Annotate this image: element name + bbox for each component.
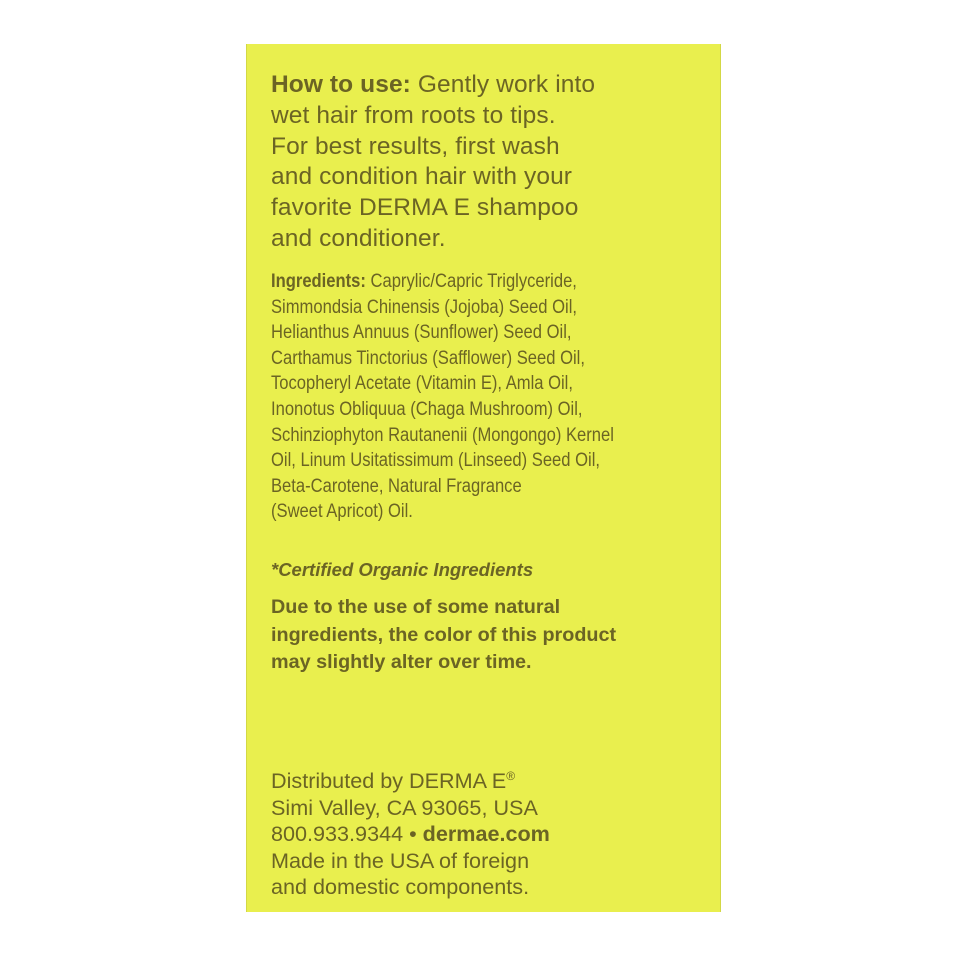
distributor-name: Distributed by DERMA E	[271, 768, 507, 793]
ingredients-line: Carthamus Tinctorius (Safflower) Seed Oil,	[271, 347, 585, 369]
phone-number: 800.933.9344 •	[271, 821, 423, 846]
ingredients-line: Oil, Linum Usitatissimum (Linseed) Seed Oil,	[271, 450, 600, 472]
distributor-info	[271, 763, 711, 901]
distributor-address: Simi Valley, CA 93065, USA	[271, 794, 538, 820]
ingredients-line: Helianthus Annuus (Sunflower) Seed Oil,	[271, 322, 572, 344]
how-to-text: Gently work into	[410, 71, 596, 98]
registered-mark: ®	[506, 769, 516, 783]
how-to-line	[271, 70, 711, 101]
origin-line: Made in the USA of foreign	[271, 847, 530, 873]
ingredients-line	[271, 269, 710, 295]
how-to-use-label: How to use:	[271, 71, 411, 98]
ingredients-line: Schinziophyton Rautanenii (Mongongo) Kernel	[271, 424, 614, 446]
notice-line: may slightly alter over time.	[271, 651, 532, 673]
how-to-line: and conditioner.	[271, 224, 446, 252]
how-to-line: For best results, first wash	[271, 132, 560, 160]
origin-line: and domestic components.	[271, 874, 530, 899]
product-label-panel	[246, 44, 721, 912]
ingredients-section	[271, 269, 710, 525]
certified-organic-note: *Certified Organic Ingredients	[271, 559, 534, 580]
ingredients-text: Caprylic/Capric Triglyceride,	[365, 271, 577, 292]
ingredients-line: Simmondsia Chinensis (Jojoba) Seed Oil,	[271, 296, 577, 318]
how-to-line: and condition hair with your	[271, 163, 573, 191]
ingredients-line: (Sweet Apricot) Oil.	[271, 501, 413, 523]
how-to-use-section	[271, 70, 711, 255]
distributor-line	[271, 763, 711, 795]
how-to-line: wet hair from roots to tips.	[271, 101, 556, 129]
contact-line	[271, 821, 711, 848]
color-change-notice	[271, 594, 711, 677]
ingredients-label: Ingredients:	[271, 271, 366, 292]
notice-line: Due to the use of some natural	[271, 596, 561, 618]
ingredients-line: Beta-Carotene, Natural Fragrance	[271, 475, 522, 497]
website-link[interactable]: dermae.com	[422, 821, 550, 846]
ingredients-line: Tocopheryl Acetate (Vitamin E), Amla Oil,	[271, 373, 573, 395]
how-to-line: favorite DERMA E shampoo	[271, 194, 579, 222]
notice-line: ingredients, the color of this product	[271, 623, 617, 646]
ingredients-line: Inonotus Obliquua (Chaga Mushroom) Oil,	[271, 398, 583, 420]
